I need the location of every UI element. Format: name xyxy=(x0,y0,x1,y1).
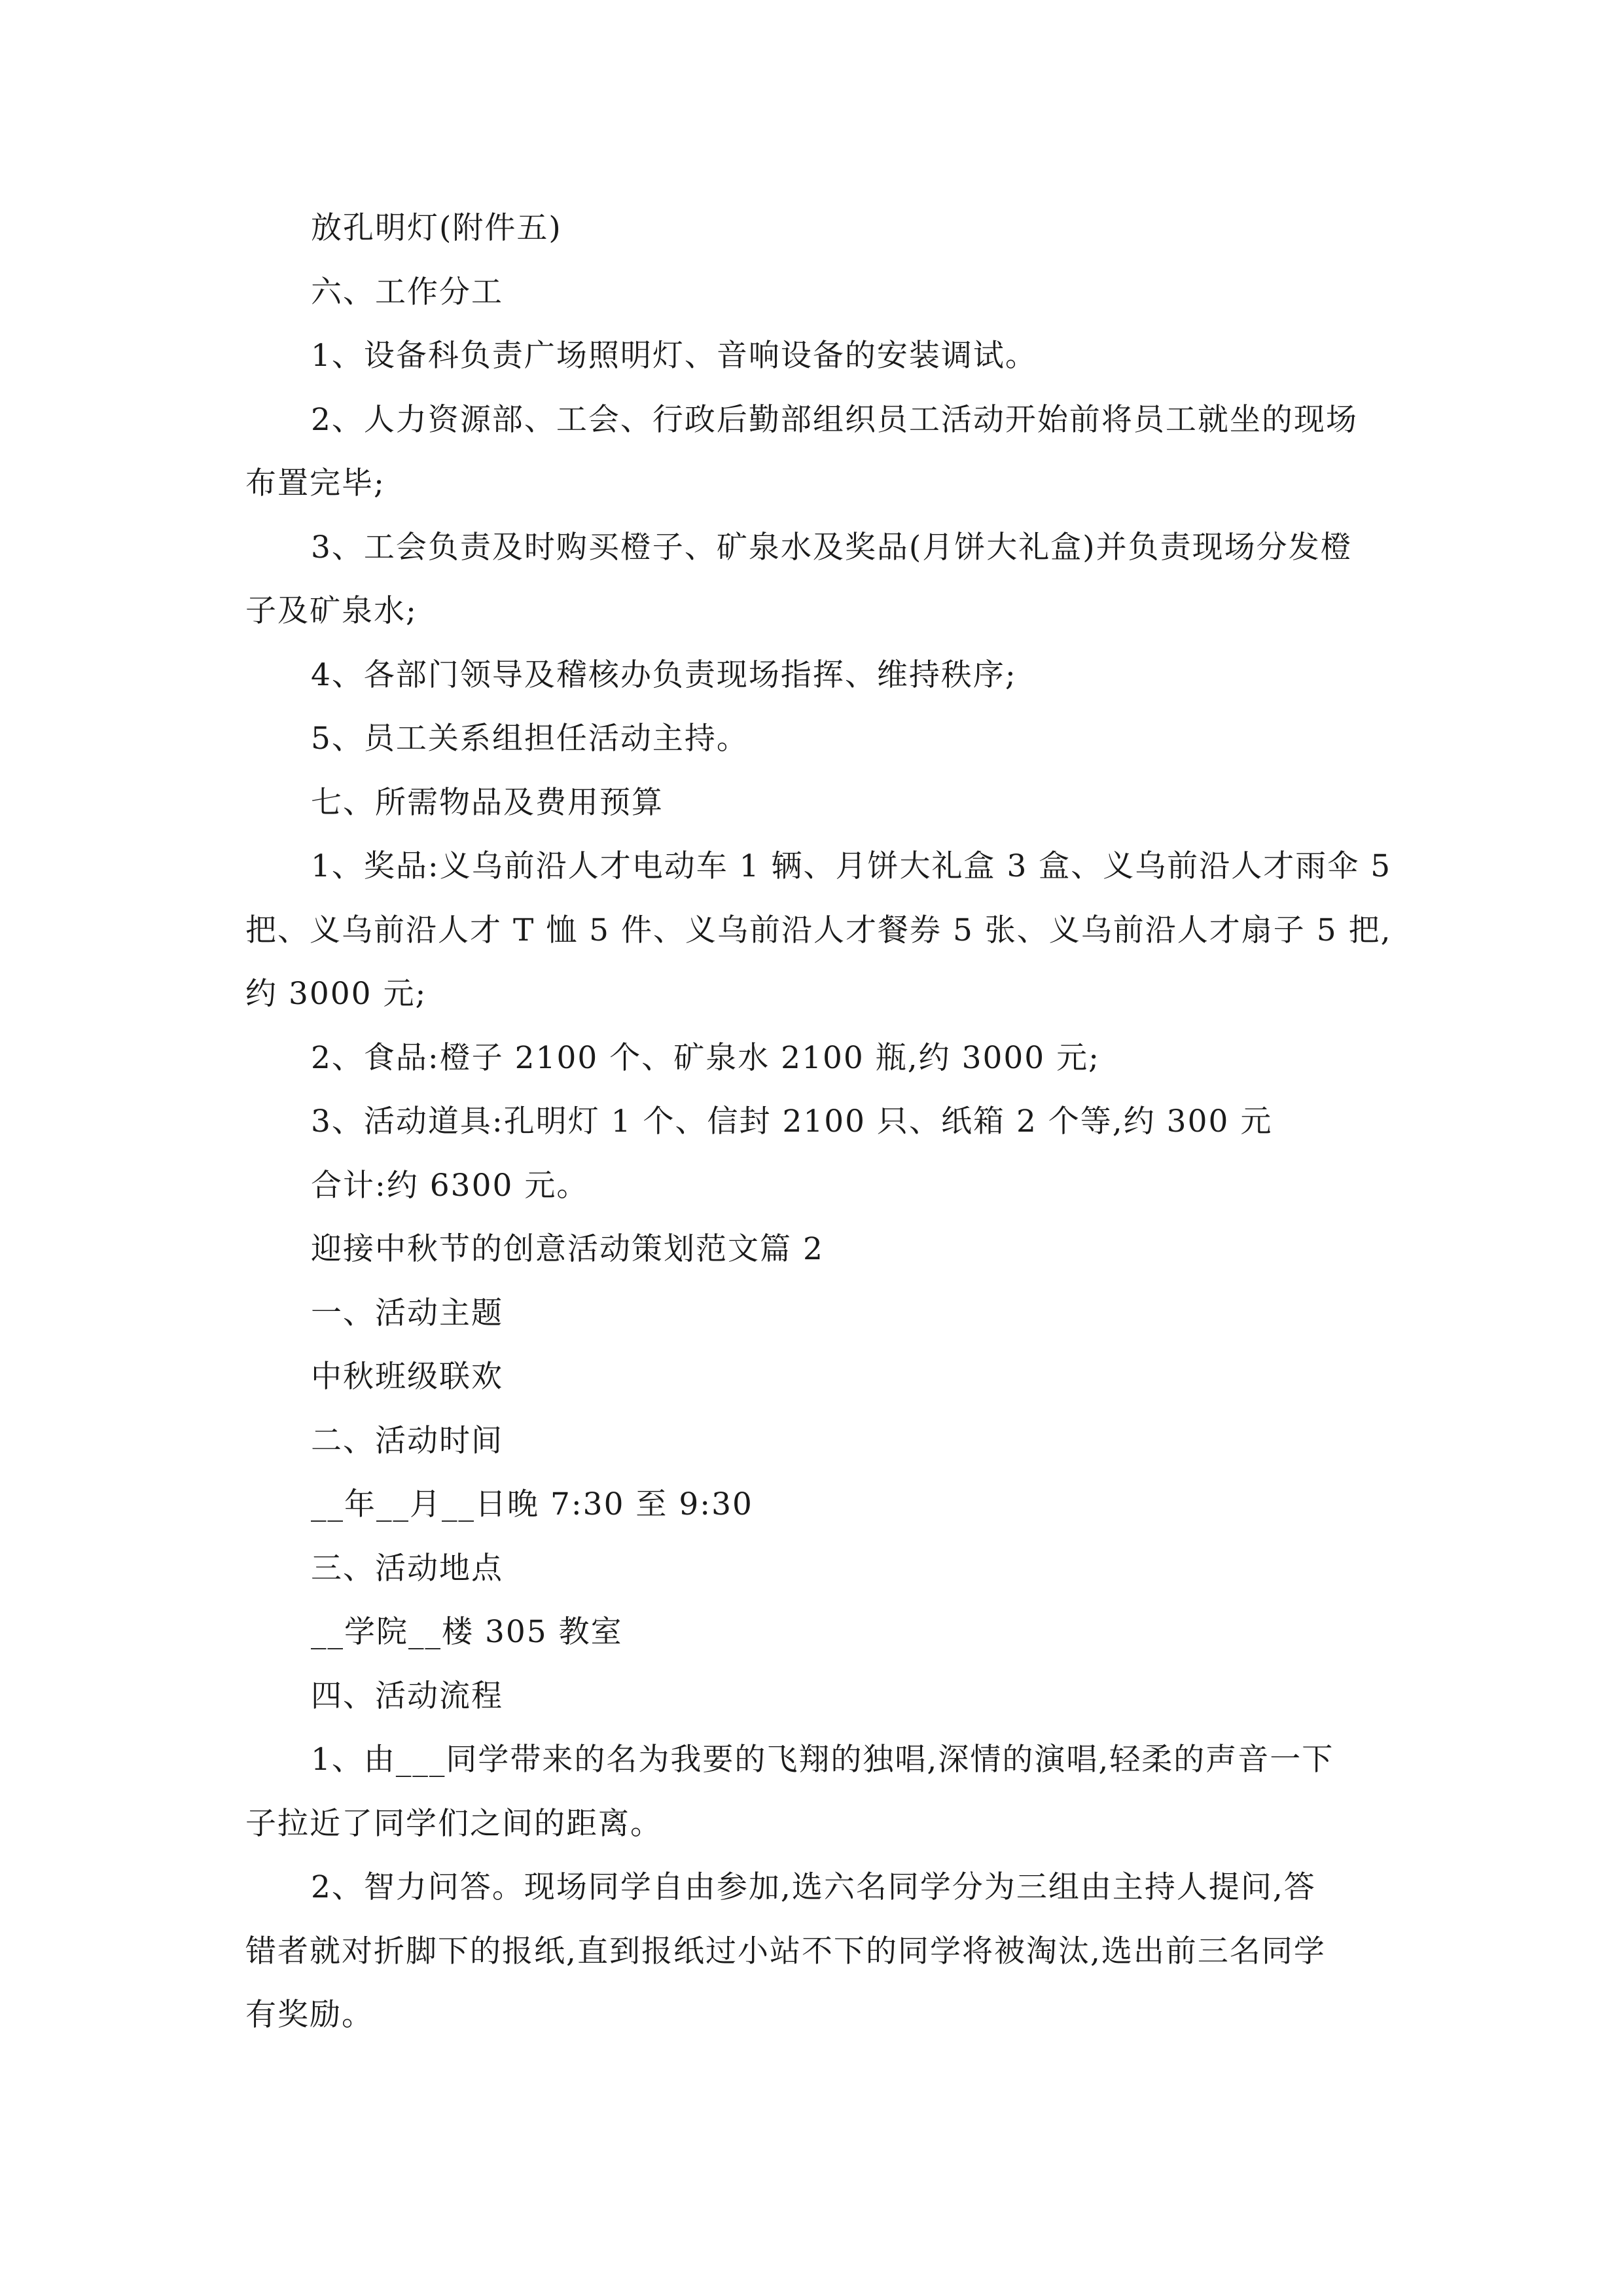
text-line: 5、员工关系组担任活动主持。 xyxy=(311,721,749,757)
text-line: __学院__楼 305 教室 xyxy=(311,1614,623,1650)
text-line: 3、活动道具:孔明灯 1 个、信封 2100 只、纸箱 2 个等,约 300 元 xyxy=(311,1103,1273,1139)
text-line: 有奖励。 xyxy=(245,1997,374,2033)
text-line: 子拉近了同学们之间的距离。 xyxy=(245,1805,662,1842)
section-heading: 七、所需物品及费用预算 xyxy=(311,784,664,821)
text-line: 约 3000 元; xyxy=(245,976,427,1012)
text-line: 1、奖品:义乌前沿人才电动车 1 辆、月饼大礼盒 3 盒、义乌前沿人才雨伞 5 xyxy=(311,848,1392,884)
text-line: 2、食品:橙子 2100 个、矿泉水 2100 瓶,约 3000 元; xyxy=(311,1039,1100,1076)
text-line: 中秋班级联欢 xyxy=(311,1359,503,1395)
text-line: 把、义乌前沿人才 T 恤 5 件、义乌前沿人才餐券 5 张、义乌前沿人才扇子 5 把, xyxy=(245,912,1392,948)
text-line: 3、工会负责及时购买橙子、矿泉水及奖品(月饼大礼盒)并负责现场分发橙 xyxy=(311,529,1353,565)
section-heading: 四、活动流程 xyxy=(311,1677,503,1714)
text-line: 2、智力问答。现场同学自由参加,选六名同学分为三组由主持人提问,答 xyxy=(311,1869,1316,1905)
text-line: 错者就对折脚下的报纸,直到报纸过小站不下的同学将被淘汰,选出前三名同学 xyxy=(245,1933,1326,1969)
section-heading: 二、活动时间 xyxy=(311,1422,503,1459)
text-line: 1、设备科负责广场照明灯、音响设备的安装调试。 xyxy=(311,338,1037,374)
text-line: __年__月__日晚 7:30 至 9:30 xyxy=(311,1486,753,1522)
text-line: 子及矿泉水; xyxy=(245,593,418,629)
text-line: 4、各部门领导及稽核办负责现场指挥、维持秩序; xyxy=(311,656,1017,693)
text-line: 1、由___同学带来的名为我要的飞翔的独唱,深情的演唱,轻柔的声音一下 xyxy=(311,1742,1334,1778)
article-title: 迎接中秋节的创意活动策划范文篇 2 xyxy=(311,1231,824,1267)
total-line: 合计:约 6300 元。 xyxy=(311,1167,589,1204)
text-line: 放孔明灯(附件五) xyxy=(311,210,562,246)
document-body xyxy=(245,196,1391,2047)
text-line: 2、人力资源部、工会、行政后勤部组织员工活动开始前将员工就坐的现场 xyxy=(311,401,1358,438)
section-heading: 六、工作分工 xyxy=(311,274,503,310)
section-heading: 一、活动主题 xyxy=(311,1295,503,1331)
section-heading: 三、活动地点 xyxy=(311,1550,503,1587)
text-line: 布置完毕; xyxy=(245,465,385,501)
